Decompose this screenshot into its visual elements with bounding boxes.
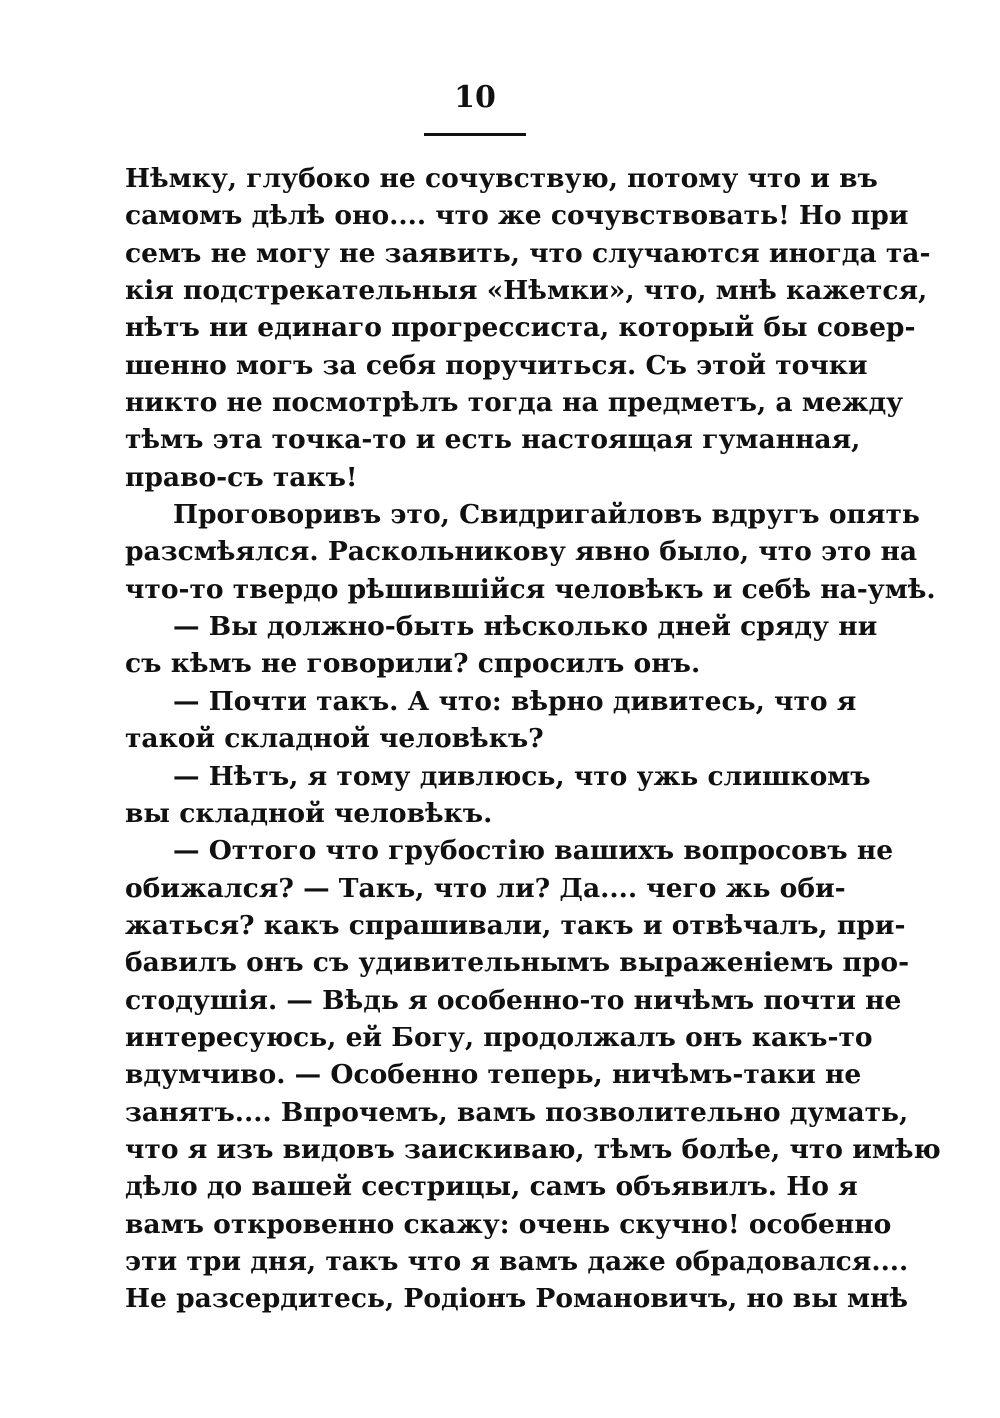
text-line: кія подстрекательныя «Нѣмки», что, мнѣ кажется, bbox=[125, 275, 928, 307]
text-line: эти три дня, такъ что я вамъ даже обрадовался.... bbox=[125, 1245, 909, 1277]
text-line: занятъ.... Впрочемъ, вамъ позволительно думать, bbox=[125, 1096, 909, 1128]
text-line: что-то твердо рѣшившійся человѣкъ и себѣ на-умѣ. bbox=[125, 573, 936, 605]
text-line: Не разсердитесь, Родіонъ Романовичъ, но вы мнѣ bbox=[125, 1283, 909, 1315]
text-line: — Оттого что грубостію вашихъ вопросовъ не bbox=[173, 835, 894, 867]
text-line: стодушія. — Вѣдь я особенно-то ничѣмъ почти не bbox=[125, 984, 902, 1016]
text-line: шенно могъ за себя поручиться. Съ этой точки bbox=[125, 349, 868, 381]
text-line: интересуюсь, ей Богу, продолжалъ онъ какъ-то bbox=[125, 1021, 873, 1053]
text-line: Нѣмку, глубоко не сочувствую, потому что и въ bbox=[125, 163, 878, 194]
text-line: нѣтъ ни единаго прогрессиста, который бы совер- bbox=[125, 312, 916, 344]
text-line: тѣмъ эта точка-то и есть настоящая гуманная, bbox=[125, 424, 861, 456]
text-line: Проговоривъ это, Свидригайловъ вдругъ опять bbox=[173, 499, 920, 531]
text-line: что я изъ видовъ заискиваю, тѣмъ болѣе, что имѣю bbox=[125, 1133, 941, 1165]
text-line: бавилъ онъ съ удивительнымъ выраженіемъ про- bbox=[125, 947, 910, 979]
header-rule bbox=[424, 133, 526, 136]
text-line: вы складной человѣкъ. bbox=[125, 797, 493, 829]
text-line: — Нѣтъ, я тому дивлюсь, что ужь слишкомъ bbox=[173, 760, 871, 792]
text-line: вдумчиво. — Особенно теперь, ничѣмъ-таки не bbox=[125, 1059, 862, 1091]
text-line: никто не посмотрѣлъ тогда на предметъ, а между bbox=[125, 387, 904, 419]
text-line: — Почти такъ. А что: вѣрно дивитесь, что я bbox=[173, 685, 857, 717]
text-line: дѣло до вашей сестрицы, самъ объявилъ. Но я bbox=[125, 1171, 858, 1203]
text-line: вамъ откровенно скажу: очень скучно! особенно bbox=[125, 1208, 892, 1240]
page-number: 10 bbox=[454, 80, 496, 115]
text-line: — Вы должно-быть нѣсколько дней сряду ни bbox=[173, 611, 878, 643]
text-line: семъ не могу не заявить, что случаются иногда та- bbox=[125, 237, 931, 269]
text-line: такой складной человѣкъ? bbox=[125, 723, 544, 755]
text-line: обижался? — Такъ, что ли? Да.... чего жь оби- bbox=[125, 872, 846, 904]
text-line: право-съ такъ! bbox=[125, 461, 358, 493]
text-line: разсмѣялся. Раскольникову явно было, что это на bbox=[125, 536, 918, 568]
text-line: самомъ дѣлѣ оно.... что же сочувствовать! Но при bbox=[125, 200, 909, 232]
text-line: жаться? какъ спрашивали, такъ и отвѣчалъ, при- bbox=[125, 909, 906, 941]
body-text bbox=[125, 160, 941, 1318]
text-line: съ кѣмъ не говорили? спросилъ онъ. bbox=[125, 648, 701, 680]
